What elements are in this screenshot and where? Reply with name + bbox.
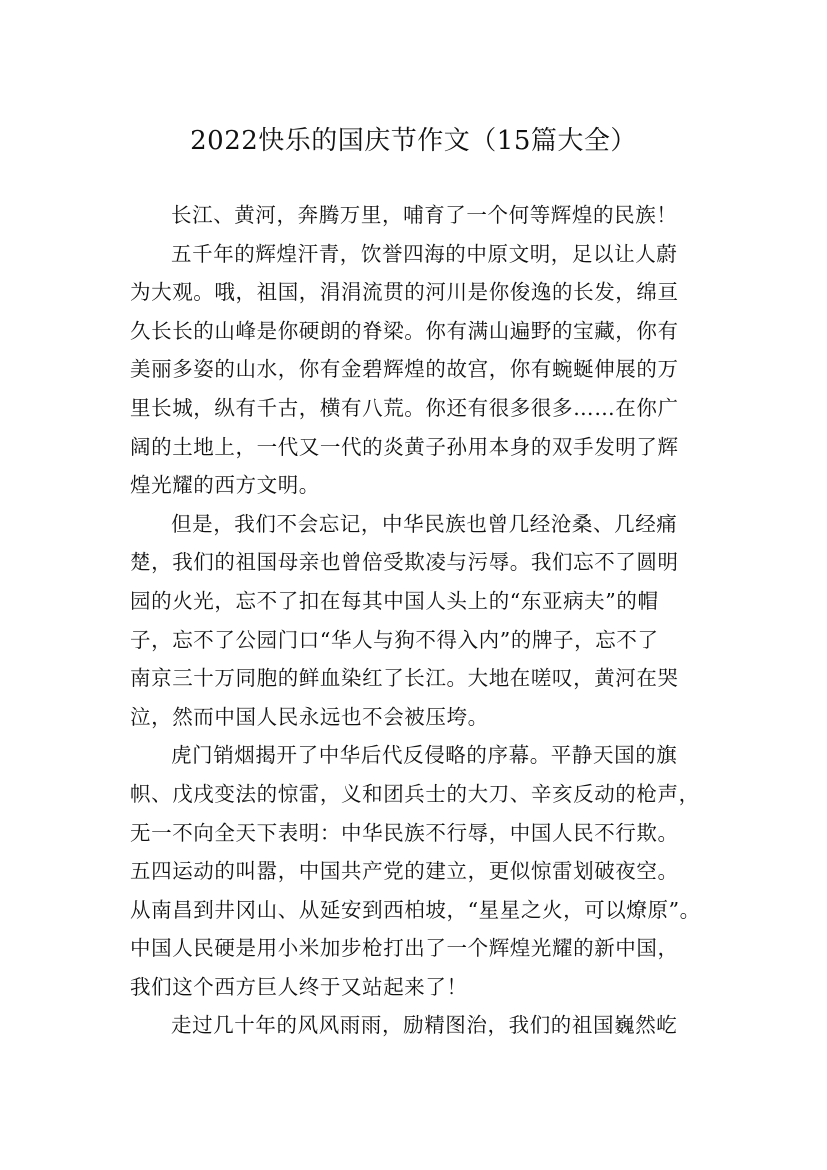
text-line: 园的火光，忘不了扣在每其中国人头上的“东亚病夫”的帽 — [130, 588, 659, 613]
essay-body — [130, 196, 710, 1045]
text-line: 里长城，纵有千古，横有八荒。你还有很多很多……在你广 — [130, 395, 679, 420]
text-line: 为大观。哦，祖国，涓涓流贯的河川是你俊逸的长发，绵亘 — [130, 280, 679, 305]
text-line: 久长长的山峰是你硬朗的脊梁。你有满山遍野的宝藏，你有 — [130, 318, 679, 343]
text-line: 我们这个西方巨人终于又站起来了！ — [130, 974, 468, 999]
text-line: 美丽多姿的山水，你有金碧辉煌的故宫，你有蜿蜒伸展的万 — [130, 357, 679, 382]
text-line: 泣，然而中国人民永远也不会被压垮。 — [130, 704, 489, 729]
text-line: 虎门销烟揭开了中华后代反侵略的序幕。平静天国的旗 — [171, 743, 678, 768]
text-line: 走过几十年的风风雨雨，励精图治，我们的祖国巍然屹 — [171, 1013, 678, 1038]
text-line: 五千年的辉煌汗青，饮誉四海的中原文明，足以让人蔚 — [171, 241, 678, 266]
page-title: 2022快乐的国庆节作文（15篇大全） — [190, 126, 637, 157]
text-line: 但是，我们不会忘记，中华民族也曾几经沧桑、几经痛 — [171, 511, 678, 536]
text-line: 阔的土地上，一代又一代的炎黄子孙用本身的双手发明了辉 — [130, 434, 679, 459]
text-line: 子，忘不了公园门口“华人与狗不得入内”的牌子，忘不了 — [130, 627, 659, 652]
text-line: 楚，我们的祖国母亲也曾倍受欺凌与污辱。我们忘不了圆明 — [130, 550, 679, 575]
text-line: 中国人民硬是用小米加步枪打出了一个辉煌光耀的新中国， — [130, 936, 679, 961]
text-line: 五四运动的叫嚣，中国共产党的建立，更似惊雷划破夜空。 — [130, 859, 679, 884]
text-line: 南京三十万同胞的鲜血染红了长江。大地在嗟叹，黄河在哭 — [130, 666, 679, 691]
text-line: 煌光耀的西方文明。 — [130, 473, 320, 498]
text-line: 帜、戊戌变法的惊雷，义和团兵士的大刀、辛亥反动的枪声， — [130, 781, 700, 806]
text-line: 长江、黄河，奔腾万里，哺育了一个何等辉煌的民族！ — [171, 203, 678, 227]
text-line: 从南昌到井冈山、从延安到西柏坡，“星星之火，可以燎原”。 — [130, 897, 701, 922]
text-line: 无一不向全天下表明：中华民族不行辱，中国人民不行欺。 — [130, 820, 679, 845]
